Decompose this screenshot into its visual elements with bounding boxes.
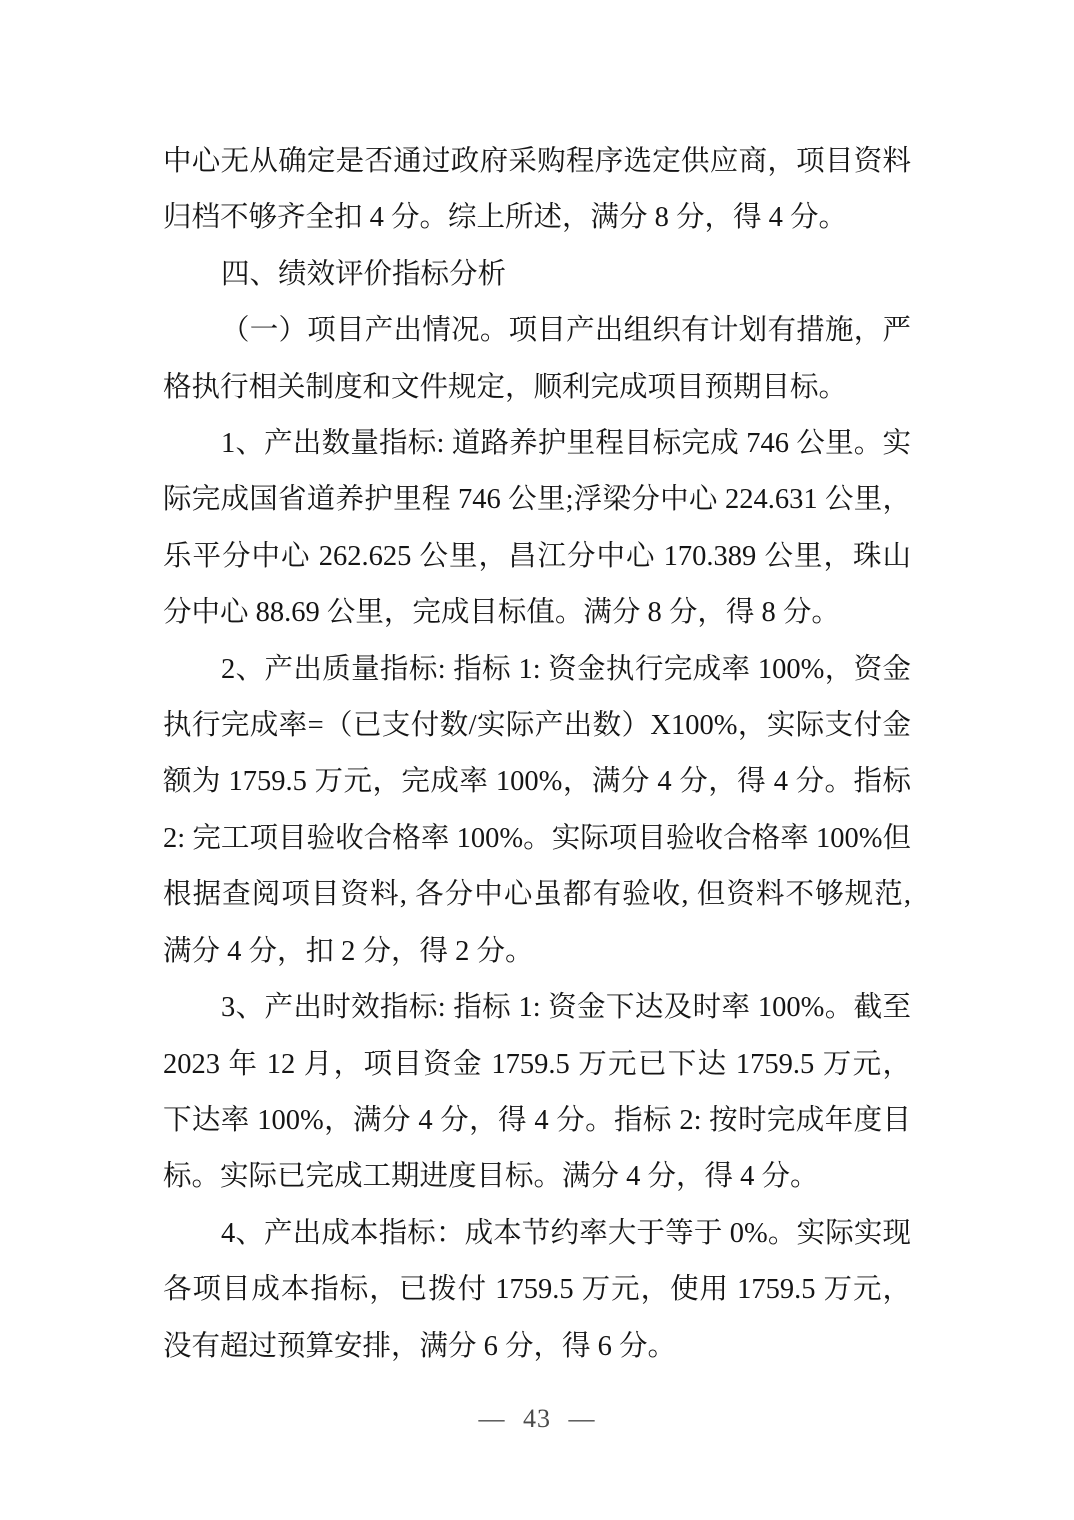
paragraph: 3、产出时效指标: 指标 1: 资金下达及时率 100%。截至 2023 年 12 月，项目资金 1759.5 万元已下达 1759.5 万元，下达率 100%，满分 4 分，得 4 分。指标 2: 按时完成年度目标。实际已完成工期进度目标。满分 4 分，得 4 分。 bbox=[163, 992, 911, 1193]
document-body bbox=[163, 134, 911, 1375]
paragraph: 4、产出成本指标：成本节约率大于等于 0%。实际实现各项目成本指标，已拨付 1759.5 万元，使用 1759.5 万元，没有超过预算安排，满分 6 分，得 6 分。 bbox=[163, 1217, 911, 1362]
paragraph: 中心无从确定是否通过政府采购程序选定供应商，项目资料归档不够齐全扣 4 分。综上所述，满分 8 分，得 4 分。 bbox=[163, 146, 911, 234]
page-number: — 43 — bbox=[478, 1404, 596, 1433]
paragraph: 四、绩效评价指标分析 bbox=[221, 258, 507, 290]
paragraph: 2、产出质量指标: 指标 1: 资金执行完成率 100%，资金执行完成率=（已支付数/实际产出数）X100%，实际支付金额为 1759.5 万元，完成率 100%，满分 4 分，得 4 分。指标 2: 完工项目验收合格率 100%。实际项目验收合格率 100%但根据查阅项目资料, 各分中心虽都有验收, 但资料不够规范, 满分 4 分，扣 2 分，得 2 分。 bbox=[163, 653, 911, 967]
paragraph: （一）项目产出情况。项目产出组织有计划有措施，严格执行相关制度和文件规定，顺利完成项目预期目标。 bbox=[163, 315, 911, 403]
paragraph: 1、产出数量指标: 道路养护里程目标完成 746 公里。实际完成国省道养护里程 746 公里;浮梁分中心 224.631 公里，乐平分中心 262.625 公里，昌江分中心 170.389 公里，珠山分中心 88.69 公里，完成目标值。满分 8 分，得 8 分。 bbox=[163, 428, 911, 629]
